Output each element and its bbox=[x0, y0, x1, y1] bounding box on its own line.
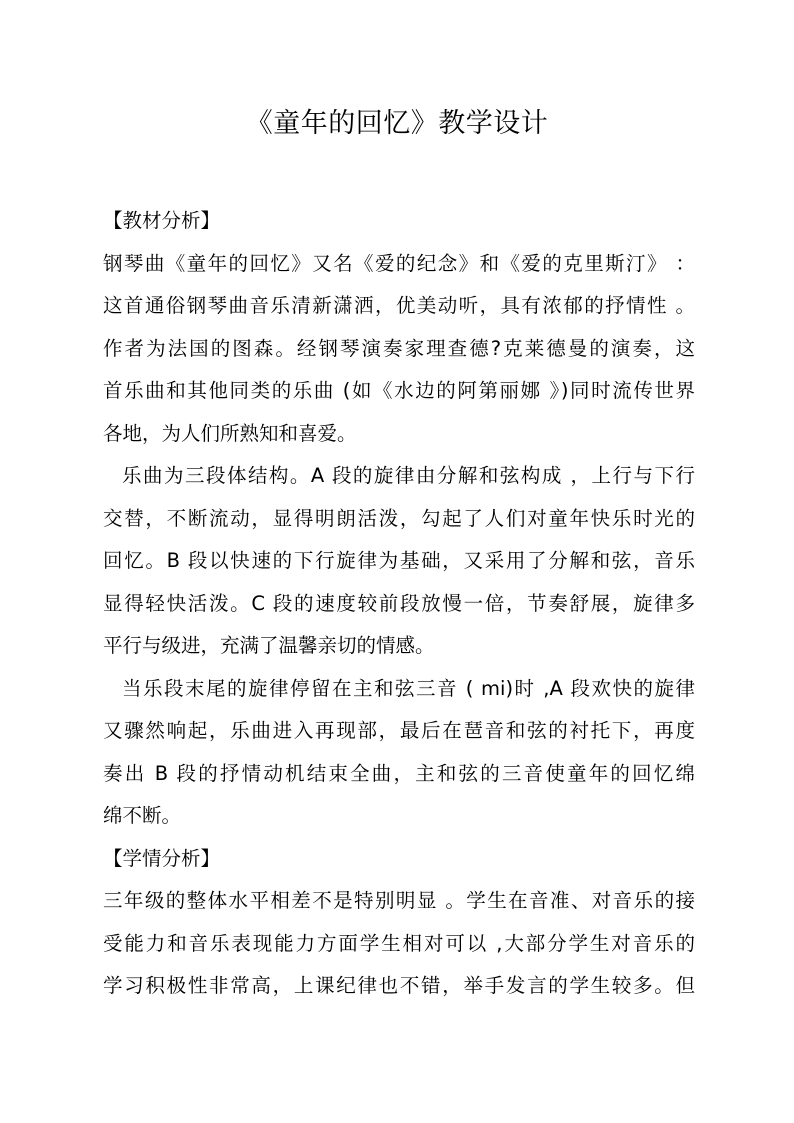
paragraph-line: 首乐曲和其他同类的乐曲 (如《水边的阿第丽娜 》)同时流传世界 bbox=[103, 379, 695, 402]
paragraph-line: 回忆。B 段以快速的下行旋律为基础，又采用了分解和弦，音乐 bbox=[103, 549, 695, 572]
document-body bbox=[103, 200, 695, 1008]
paragraph-line: 显得轻快活泼。C 段的速度较前段放慢一倍，节奏舒展，旋律多 bbox=[103, 591, 695, 615]
paragraph-line: 钢琴曲《童年的回忆》又名《爱的纪念》和《爱的克里斯汀》 ： bbox=[103, 251, 695, 275]
paragraph-line: 交替，不断流动，显得明朗活泼，勾起了人们对童年快乐时光的 bbox=[103, 506, 695, 530]
paragraph-line: 三年级的整体水平相差不是特别明显 。学生在音准、对音乐的接 bbox=[103, 889, 695, 912]
document-title: 《童年的回忆》教学设计 bbox=[245, 108, 549, 139]
paragraph-line: 又骤然响起，乐曲进入再现部，最后在琶音和弦的衬托下，再度 bbox=[103, 719, 695, 742]
section-heading-student-analysis: 【学情分析】 bbox=[103, 846, 221, 870]
paragraph-line: 受能力和音乐表现能力方面学生相对可以 ,大部分学生对音乐的 bbox=[103, 931, 695, 955]
paragraph-line: 平行与级进，充满了温馨亲切的情感。 bbox=[103, 634, 435, 657]
section-heading-textbook-analysis: 【教材分析】 bbox=[103, 209, 221, 232]
paragraph-line: 绵不断。 bbox=[103, 804, 182, 827]
paragraph-line: 奏出 B 段的抒情动机结束全曲，主和弦的三音使童年的回忆绵 bbox=[103, 761, 695, 785]
paragraph-line: 各地，为人们所熟知和喜爱。 bbox=[103, 421, 357, 445]
paragraph-line: 当乐段末尾的旋律停留在主和弦三音 ( mi)时 ,A 段欢快的旋律 bbox=[122, 676, 695, 700]
paragraph-line: 乐曲为三段体结构。A 段的旋律由分解和弦构成 ，上行与下行 bbox=[122, 464, 695, 487]
paragraph-line: 学习积极性非常高，上课纪律也不错，举手发言的学生较多。但 bbox=[103, 974, 695, 997]
paragraph-line: 这首通俗钢琴曲音乐清新潇洒，优美动听，具有浓郁的抒情性 。 bbox=[103, 294, 695, 317]
paragraph-line: 作者为法国的图森。经钢琴演奏家理查德?克莱德曼的演奏，这 bbox=[103, 336, 695, 360]
